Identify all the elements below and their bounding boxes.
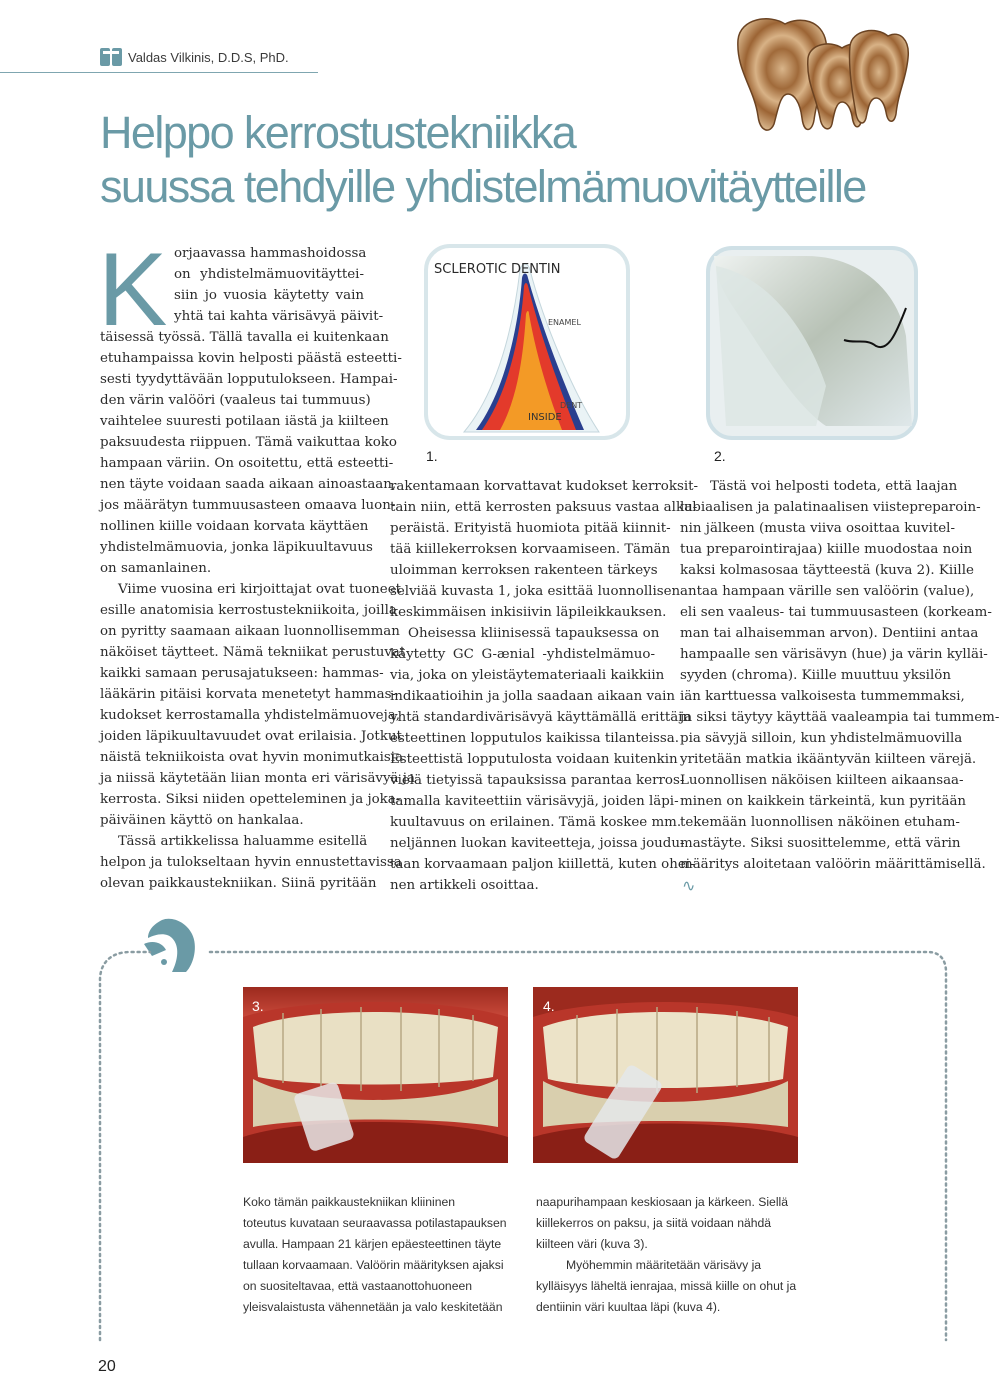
page-number: 20: [98, 1358, 116, 1375]
text-line: on samanlainen.: [100, 561, 212, 576]
text-line: selviää kuvasta 1, joka esittää luonnollisen: [390, 584, 681, 599]
text-line: jos määrätyn tummuusasteen omaava luon-: [100, 498, 396, 513]
text-line: täisessä työssä. Tällä tavalla ei kuitenkaan: [100, 330, 389, 345]
photo-4-number: 4.: [543, 998, 555, 1014]
label-inside: INSIDE: [528, 412, 562, 423]
text-line: keskimmäisen inkisiivin läpileikkauksen.: [390, 605, 667, 620]
text-line: eli sen vaaleus- tai tummuusasteen (korkeam-: [680, 605, 992, 620]
text-line: näistä tekniikoista ovat hyvin monimutkaisia: [100, 750, 403, 765]
text-line: on pyritty saamaan aikaan luonnollisemman: [100, 624, 400, 639]
text-line: helpon ja tulokseltaan hyvin ennustettavissa: [100, 855, 402, 870]
caption-line: kylläisyys läheltä ienrajaa, missä kiille on ohut ja: [536, 1279, 797, 1293]
text-line: kuultavuus on erilainen. Tämä koskee mm.: [390, 815, 682, 830]
drop-cap: K: [98, 232, 168, 348]
article-column-3: [680, 476, 999, 875]
text-line: antaa hampaan värille sen valöörin (value),: [680, 584, 975, 599]
caption-line: dentiinin väri kuultaa läpi (kuva 4).: [536, 1300, 721, 1314]
magazine-logo-icon: [100, 48, 122, 66]
caption-line: avulla. Hampaan 21 kärjen epäesteettinen täyte: [243, 1237, 502, 1251]
text-line: pia sävyjä silloin, kun yhdistelmämuovilla: [680, 731, 963, 746]
text-line: yritetään matkia ikääntyvän kiilteen värejä.: [680, 752, 977, 767]
photo-3-number: 3.: [252, 998, 264, 1014]
caption-line: tullaan korvaamaan. Valöörin määrityksen ajaksi: [243, 1258, 504, 1272]
text-line: indikaatioihin ja jolla saadaan aikaan vain: [390, 689, 675, 704]
text-line: kaksi kolmasosaa täytteestä (kuva 2). Kiille: [680, 563, 974, 578]
text-line: minen on kaikkein tärkeintä, kun pyritään: [680, 794, 967, 809]
text-line: nen artikkeli osoittaa.: [390, 878, 539, 893]
text-line: hampaalle sen värisävyn (hue) ja värin kylläi-: [680, 647, 988, 662]
text-line: Tässä artikkelissa haluamme esitellä: [118, 834, 368, 849]
text-line: nollinen kiille voidaan korvata käyttäen: [100, 519, 369, 534]
text-line: yhtä standardivärisävyä käyttämällä erittäin: [390, 710, 692, 725]
label-dent: DENT: [560, 401, 583, 410]
text-line: ja siksi täytyy käyttää vaaleampia tai tummem-: [680, 710, 999, 725]
label-sclerotic-dentin: SCLEROTIC DENTIN: [434, 262, 561, 277]
text-line: Oheisessa kliinisessä tapauksessa on: [408, 626, 660, 641]
text-line: Tästä voi helposti todeta, että laajan: [710, 479, 958, 494]
text-line: orjaavassa hammashoidossa: [174, 246, 367, 261]
text-line: syyden (chroma). Kiille muuttuu yksilön: [680, 668, 951, 683]
text-line: näköiset täytteet. Nämä tekniikat perustuvat: [100, 645, 406, 660]
text-line: määritys aloitetaan valöörin määrittämisellä.: [680, 857, 986, 872]
text-line: hampaan väriin. On osoitettu, että esteetti-: [100, 456, 394, 471]
caption-line: toteutus kuvataan seuraavassa potilastapauksen: [243, 1216, 507, 1230]
clinical-photo-3: [243, 987, 508, 1163]
text-line: joiden läpikuultavuudet ovat erilaisia. Jotkut: [100, 729, 402, 744]
text-line: mastäyte. Siksi suosittelemme, että värin: [680, 836, 961, 851]
figure-1-number: 1.: [426, 448, 438, 464]
text-line: Luonnollisen näköisen kiilteen aikaansaa-: [680, 773, 964, 788]
text-line: sesti tyydyttävään lopputulokseen. Hampai-: [100, 372, 398, 387]
text-line: vaihtelee suuresti potilaan iästä ja kiilteen: [100, 414, 389, 429]
text-line: tain niin, että kerrosten paksuus vastaa alku-: [390, 500, 698, 515]
tooth-profile-figure: [706, 246, 918, 440]
text-line: tua preparointirajaa) kiille muodostaa noin: [680, 542, 973, 557]
text-line: esille anatomisia kerrostustekniikoita, joilla: [100, 603, 397, 618]
text-line: nen täyte voidaan saada aikaan ainoastaan,: [100, 477, 397, 492]
clinical-photo-4: [533, 987, 798, 1163]
end-mark-icon: ∿: [682, 876, 696, 895]
text-line: lääkärin pitäisi korvata menetetyt hammas-: [100, 687, 397, 702]
text-line: peräistä. Erityistä huomiota pitää kiinnit-: [390, 521, 671, 536]
text-line: kaikki samaan perusajatukseen: hammas-: [100, 666, 384, 681]
article-column-2: [390, 476, 699, 896]
text-line: olevan paikkaustekniikan. Siinä pyritään: [100, 876, 377, 891]
text-line: man tai alhaisemman arvon). Dentiini antaa: [680, 626, 979, 641]
text-line: paksuudesta riippuen. Tämä vaikuttaa koko: [100, 435, 397, 450]
text-line: iän karttuessa valkoisesta tummemmaksi,: [680, 689, 965, 704]
text-line: vielä tietyissä tapauksissa parantaa kerros-: [390, 773, 685, 788]
text-line: rakentamaan korvattavat kudokset kerroksit-: [390, 479, 699, 494]
text-line: via, joka on yleistäytemateriaali kaikkiin: [390, 668, 665, 683]
text-line: labiaalisen ja palatinaalisen viistepreparoin-: [680, 500, 981, 515]
tooth-rings-image: [730, 10, 910, 140]
text-line: päiväinen käyttö on hankalaa.: [100, 813, 304, 828]
article-column-1: [100, 243, 415, 894]
text-line: tamalla kaviteettiin värisävyjä, joiden läpi-: [390, 794, 679, 809]
text-line: tekemään luonnollisen näköinen etuham-: [680, 815, 960, 830]
caption-line: yleisvalaistusta vähennetään ja valo keskitetään: [243, 1300, 503, 1314]
text-line: nin jälkeen (musta viiva osoittaa kuvitel-: [680, 521, 955, 536]
text-line: Viime vuosina eri kirjoittajat ovat tuoneet: [118, 582, 401, 597]
header-divider: [0, 72, 318, 73]
caption-left: [243, 1192, 513, 1318]
text-line: on yhdistelmämuovitäyttei-: [174, 267, 364, 282]
text-line: taan korvaamaan paljon kiillettä, kuten ohei-: [390, 857, 695, 872]
article-title-line-2: suussa tehdyille yhdistelmämuovitäytteille: [100, 161, 866, 212]
text-line: kudokset kerrostamalla yhdistelmämuoveja,: [100, 708, 400, 723]
text-line: tää kiillekerroksen korvaamiseen. Tämän: [390, 542, 671, 557]
caption-line: Myöhemmin määritetään värisävy ja: [566, 1258, 762, 1272]
caption-line: naapurihampaan keskiosaan ja kärkeen. Siellä: [536, 1195, 789, 1209]
text-line: siin jo vuosia käytetty vain: [174, 288, 364, 303]
text-line: den värin valööri (vaaleus tai tummuus): [100, 393, 371, 408]
text-line: etuhampaissa kovin helposti päästä esteetti-: [100, 351, 402, 366]
text-line: yhdistelmämuovia, jonka läpikuultavuus: [100, 540, 373, 555]
caption-line: Koko tämän paikkaustekniikan kliininen: [243, 1195, 456, 1209]
text-line: ja niissä käytetään liian monta eri värisävyä ja: [100, 771, 415, 786]
text-line: esteettinen lopputulos kaikissa tilanteissa.: [390, 731, 679, 746]
caption-line: kiillekerros on paksu, ja siitä voidaan nähdä: [536, 1216, 772, 1230]
text-line: Esteettistä lopputulosta voidaan kuitenkin: [390, 752, 678, 767]
caption-line: on suositeltavaa, että vastaanottohuoneen: [243, 1279, 473, 1293]
text-line: yhtä tai kahta värisävyä päivit-: [174, 309, 384, 324]
text-line: uloimman kerroksen rakenteen tärkeys: [390, 563, 658, 578]
text-line: kerrosta. Siksi niiden opetteleminen ja joka-: [100, 792, 401, 807]
text-line: käytetty GC G-ænial -yhdistelmämuo-: [390, 647, 655, 662]
article-title-line-1: Helppo kerrostustekniikka: [100, 107, 576, 158]
label-enamel: ENAMEL: [548, 318, 581, 327]
figure-2-number: 2.: [714, 448, 726, 464]
caption-right: [536, 1192, 816, 1318]
author-name: Valdas Vilkinis, D.D.S, PhD.: [128, 50, 289, 65]
caption-line: kiilteen väri (kuva 3).: [536, 1237, 648, 1251]
text-line: neljännen luokan kaviteetteja, joissa joudu-: [390, 836, 685, 851]
